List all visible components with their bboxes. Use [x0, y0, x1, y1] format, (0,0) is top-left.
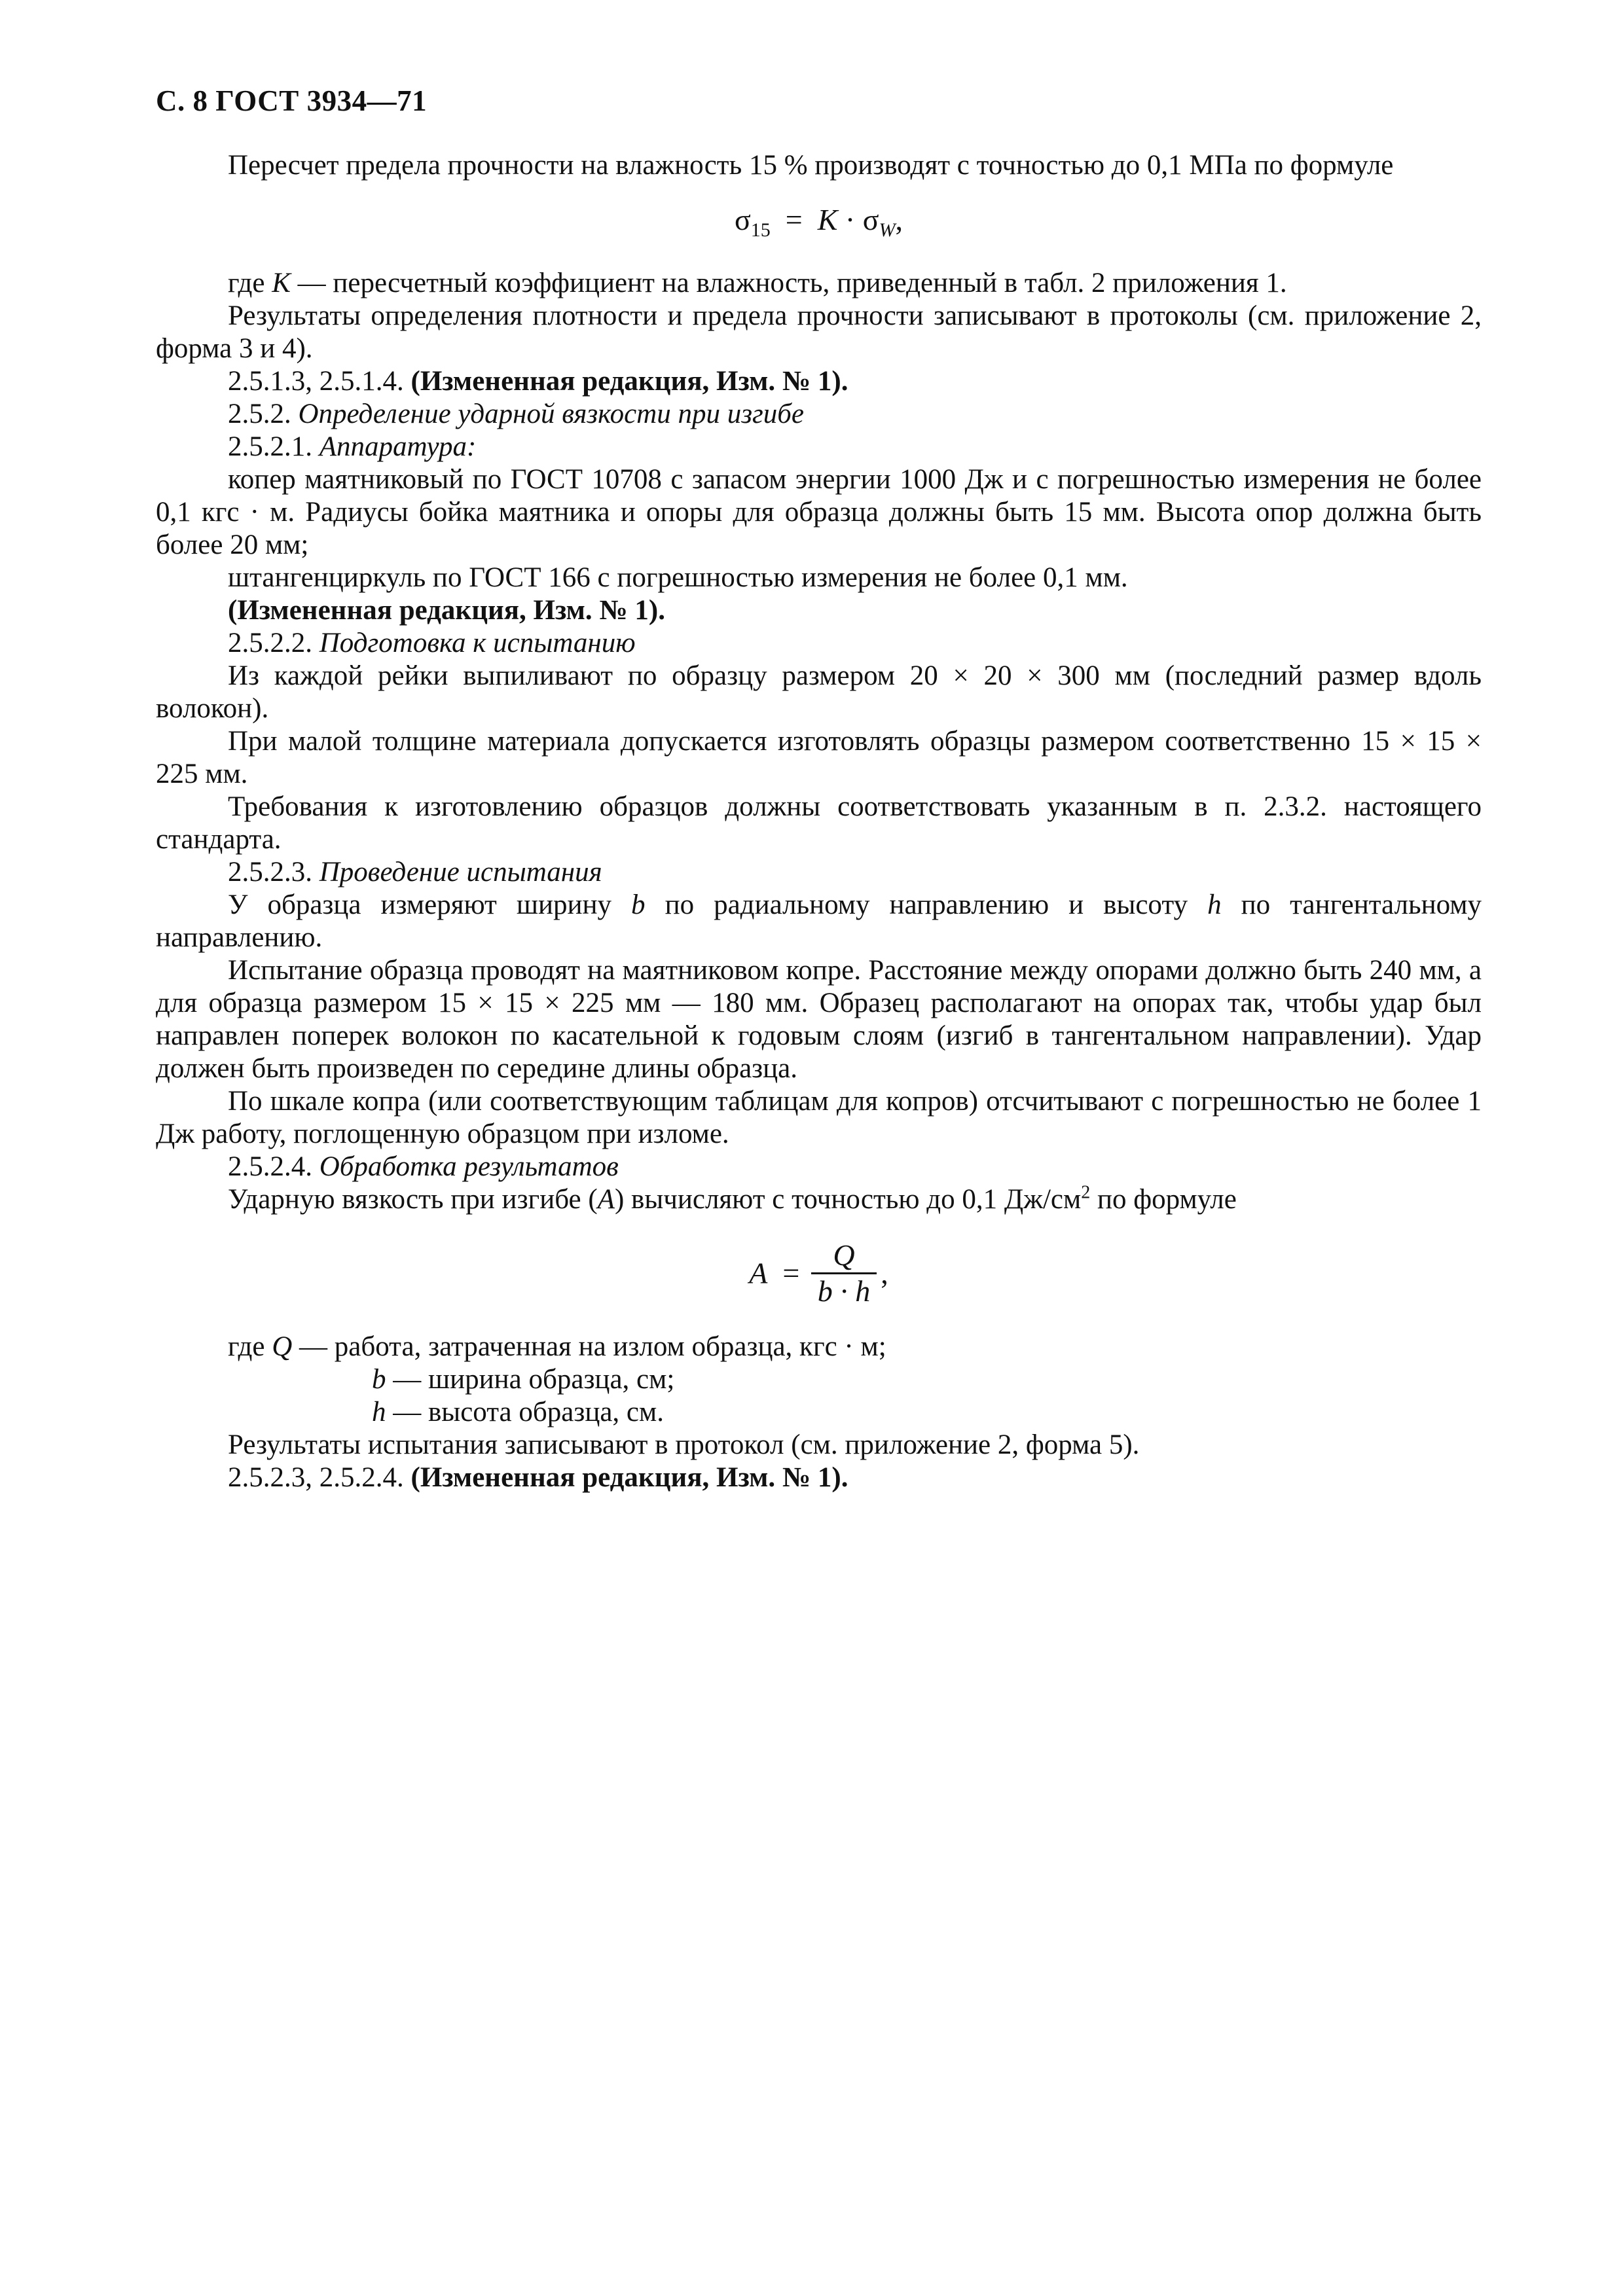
paragraph-thin-material: При малой толщине материала допускается изготовлять образцы размером соответственно 15 × 15 × 225 мм.	[156, 726, 1482, 790]
k-symbol: K	[817, 203, 838, 236]
document-body	[156, 149, 1482, 1494]
subscript-w: W	[879, 219, 896, 242]
sigma-symbol-w: σ	[862, 203, 879, 236]
multiply-dot: ·	[845, 203, 856, 236]
paragraph-requirements: Требования к изготовлению образцов должны соответствовать указанным в п. 2.3.2. настоящего стандарта.	[156, 791, 1482, 855]
section-2524-heading: 2.5.2.4. Обработка результатов	[228, 1151, 619, 1183]
section-2521-heading: 2.5.2.1. Аппаратура:	[228, 431, 477, 463]
section-252-heading: 2.5.2. Определение ударной вязкости при изгибе	[228, 399, 804, 430]
paragraph-impact-toughness: Ударную вязкость при изгибе (A) вычисляют с точностью до 0,1 $Дж/см^2$ по формуле	[228, 1182, 1237, 1215]
denominator-bh: b · h	[817, 1274, 871, 1308]
paragraph-caliper: штангенциркуль по ГОСТ 166 с погрешностью измерения не более 0,1 мм.	[228, 562, 1128, 594]
paragraph-pendulum: копер маятниковый по ГОСТ 10708 с запасом энергии 1000 Дж и с погрешностью измерения не более 0,1 кгс · м. Радиусы бойка маятника и опоры для образца должны быть 15 мм. Высота опор должна быть более 20 мм;	[156, 464, 1482, 561]
where-h: h — высота образца, см.	[372, 1397, 664, 1428]
where-b: b — ширина образца, см;	[372, 1364, 675, 1395]
paragraph-measure-bh: У образца измеряют ширину b по радиальному направлению и высоту h по тангентальному направлению.	[156, 889, 1482, 954]
section-2523-heading: 2.5.2.3. Проведение испытания	[228, 857, 602, 888]
amendment-note-2513: 2.5.1.3, 2.5.1.4. (Измененная редакция, Изм. № 1).	[228, 366, 848, 397]
formula-comma: ,	[895, 203, 903, 236]
equals-sign-2: =	[782, 1256, 800, 1290]
section-2522-heading: 2.5.2.2. Подготовка к испытанию	[228, 628, 636, 659]
numerator-q: Q	[811, 1238, 877, 1274]
a-symbol: A	[749, 1256, 768, 1290]
page-header: С. 8 ГОСТ 3934—71	[156, 84, 428, 117]
paragraph-specimen-size: Из каждой рейки выпиливают по образцу размером 20 × 20 × 300 мм (последний размер вдоль волокон).	[156, 660, 1482, 725]
where-definitions	[156, 1331, 1482, 1429]
where-q: где Q — работа, затраченная на излом образца, кгс · м;	[228, 1331, 886, 1363]
amendment-note-2521: (Измененная редакция, Изм. № 1).	[228, 595, 665, 626]
subscript-15: 15	[750, 219, 771, 242]
formula-strength-recalc	[156, 200, 1482, 250]
amendment-note-2523: 2.5.2.3, 2.5.2.4. (Измененная редакция, Изм. № 1).	[228, 1462, 848, 1494]
where-k-definition: где K — пересчетный коэффициент на влажность, приведенный в табл. 2 приложения 1.	[228, 268, 1287, 299]
paragraph-test-procedure: Испытание образца проводят на маятниковом копре. Расстояние между опорами должно быть 240 мм, а для образца размером 15 × 15 × 225 мм — 180 мм. Образец располагают на опорах так, чтобы удар был направлен поперек волокон по касательной к годовым слоям (изгиб в тангентальном направлении). Удар должен быть произведен по середине длины образца.	[156, 955, 1482, 1085]
formula-impact-toughness	[156, 1238, 1482, 1308]
sigma-symbol: σ	[734, 203, 751, 236]
paragraph-scale-reading: По шкале копра (или соответствующим таблицам для копров) отсчитывают с погрешностью не более 1 Дж работу, поглощенную образцом при изломе.	[156, 1086, 1482, 1150]
fraction	[811, 1238, 877, 1308]
equals-sign: =	[785, 203, 803, 236]
formula-comma-2: ,	[881, 1256, 888, 1290]
paragraph-recalculation: Пересчет предела прочности на влажность 15 % производят с точностью до 0,1 МПа по формуле	[228, 150, 1394, 181]
paragraph-results-density: Результаты определения плотности и предела прочности записывают в протоколы (см. приложение 2, форма 3 и 4).	[156, 300, 1482, 365]
paragraph-record-results: Результаты испытания записывают в протокол (см. приложение 2, форма 5).	[228, 1429, 1140, 1461]
